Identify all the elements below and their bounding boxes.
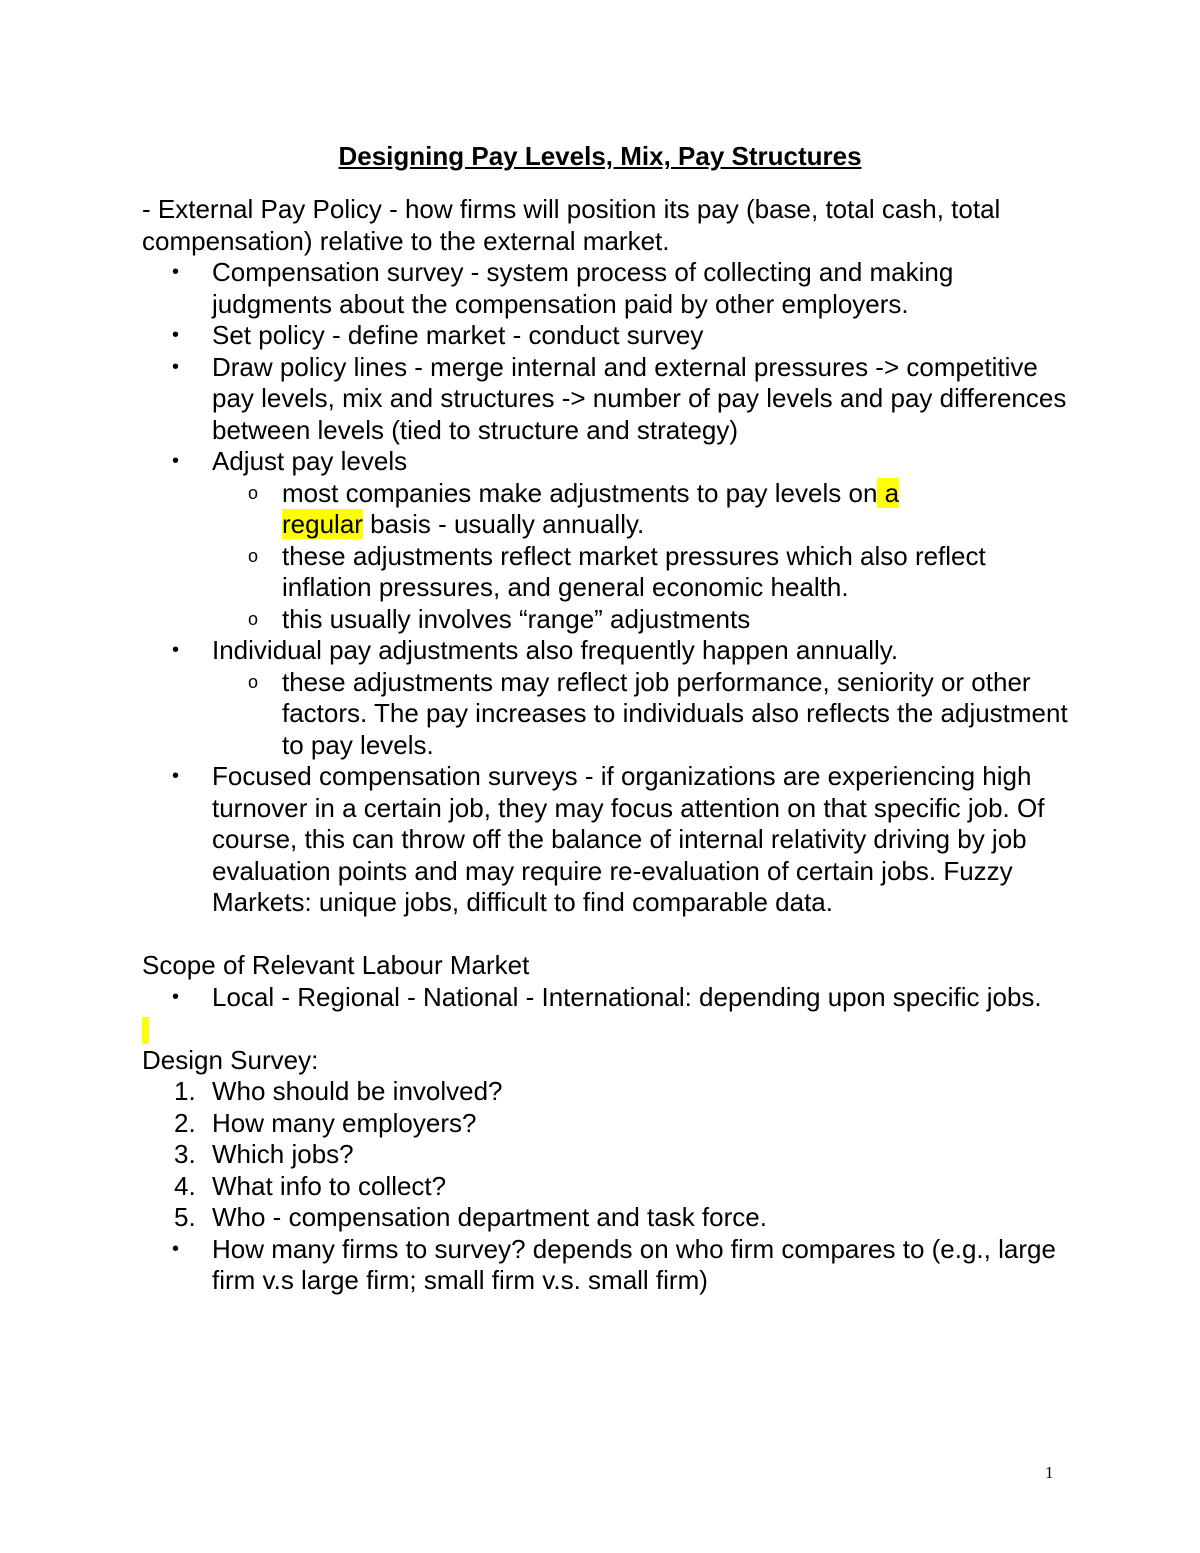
list-item-text: Local - Regional - National - International: depending upon specific jobs. — [212, 981, 1042, 1012]
scope-heading: Scope of Relevant Labour Market — [142, 950, 530, 980]
list-item-text: How many firms to survey? depends on who firm compares to (e.g., large firm v.s large firm; small firm v.s. small firm) — [212, 1233, 1056, 1295]
document-body — [142, 194, 1072, 1297]
list-item — [142, 1234, 1072, 1297]
bullet-icon: • — [172, 985, 180, 1008]
sub-item-text: this usually involves “range” adjustments — [282, 603, 751, 634]
numbered-item — [142, 1139, 1072, 1171]
numbered-item — [142, 1076, 1072, 1108]
list-item — [142, 635, 1072, 667]
sub-item-text: these adjustments reflect market pressures which also reflect inflation pressures, and general economic health. — [282, 540, 986, 602]
circle-bullet-icon: o — [248, 482, 259, 503]
highlighted-empty-line — [142, 1013, 1072, 1045]
sub-list-item — [142, 604, 1072, 636]
individual-list — [142, 635, 1072, 667]
numbered-item-text: Who should be involved? — [212, 1076, 503, 1106]
bullet-icon: • — [172, 765, 180, 787]
list-item-text: Individual pay adjustments also frequently happen annually. — [212, 635, 899, 665]
page-title: Designing Pay Levels, Mix, Pay Structures — [338, 141, 862, 171]
list-item — [142, 982, 1072, 1014]
numbered-item — [142, 1171, 1072, 1203]
sub-item-text: these adjustments may reflect job performance, seniority or other factors. The pay increases to individuals also reflects the adjustment to pay levels. — [282, 666, 1068, 760]
numbered-item-text: Who - compensation department and task force. — [212, 1202, 767, 1232]
list-item-text: Compensation survey - system process of collecting and making judgments about the compensation paid by other employers. — [212, 257, 954, 319]
bullet-icon: • — [172, 639, 180, 661]
list-item-text: Set policy - define market - conduct survey — [212, 320, 704, 350]
sub-list-item — [142, 478, 1072, 541]
numbered-item-text: What info to collect? — [212, 1170, 447, 1201]
list-item — [142, 257, 1072, 320]
individual-sub-list — [142, 667, 1072, 762]
adjust-sub-list — [142, 478, 1072, 636]
highlighted-text: regular — [282, 509, 363, 539]
design-bullet-list — [142, 1234, 1072, 1297]
item-number: 3. — [174, 1139, 196, 1169]
bullet-icon: • — [172, 1237, 180, 1260]
item-number: 4. — [174, 1170, 196, 1201]
page-number: 1 — [1045, 1463, 1054, 1482]
item-number: 5. — [174, 1202, 196, 1232]
numbered-item — [142, 1202, 1072, 1234]
list-item-text: Focused compensation surveys - if organizations are experiencing high turnover in a certain job, they may focus attention on that specific job. Of course, this can throw off the balance of internal relativity driving by job evaluation points and may require re-evaluation of certain jobs. Fuzzy Markets: unique jobs, difficult to find comparable data. — [212, 761, 1045, 917]
sub-item-text: basis - usually annually. — [362, 509, 645, 539]
item-number: 1. — [174, 1076, 196, 1106]
design-numbered-list — [142, 1076, 1072, 1234]
numbered-item — [142, 1108, 1072, 1140]
circle-bullet-icon: o — [248, 608, 259, 629]
highlighted-text: a — [877, 477, 900, 508]
highlight-mark — [142, 1017, 149, 1044]
sub-item-text: most companies make adjustments to pay levels on — [282, 477, 878, 508]
intro-paragraph: - External Pay Policy - how firms will position its pay (base, total cash, total compensation) relative to the external market. — [142, 194, 1001, 256]
design-heading: Design Survey: — [142, 1044, 319, 1075]
list-item — [142, 352, 1072, 447]
list-item — [142, 320, 1072, 352]
bullet-icon: • — [172, 450, 180, 472]
bullet-icon: • — [172, 261, 180, 283]
bullet-icon: • — [172, 355, 180, 378]
list-item-text: Adjust pay levels — [212, 446, 408, 476]
bullet-icon: • — [172, 324, 180, 346]
sub-list-item — [142, 541, 1072, 604]
list-item — [142, 761, 1072, 919]
scope-list — [142, 982, 1072, 1014]
numbered-item-text: Which jobs? — [212, 1139, 354, 1169]
policy-bullet-list — [142, 257, 1072, 478]
circle-bullet-icon: o — [248, 545, 259, 566]
item-number: 2. — [174, 1107, 196, 1138]
circle-bullet-icon: o — [248, 671, 259, 692]
blank-line — [142, 919, 1072, 951]
focused-list — [142, 761, 1072, 919]
list-item-text: Draw policy lines - merge internal and external pressures -> competitive pay levels, mix and structures -> number of pay levels and pay differences between levels (tied to structure and strategy) — [212, 351, 1067, 445]
list-item — [142, 446, 1072, 478]
sub-list-item — [142, 667, 1072, 762]
numbered-item-text: How many employers? — [212, 1107, 477, 1138]
